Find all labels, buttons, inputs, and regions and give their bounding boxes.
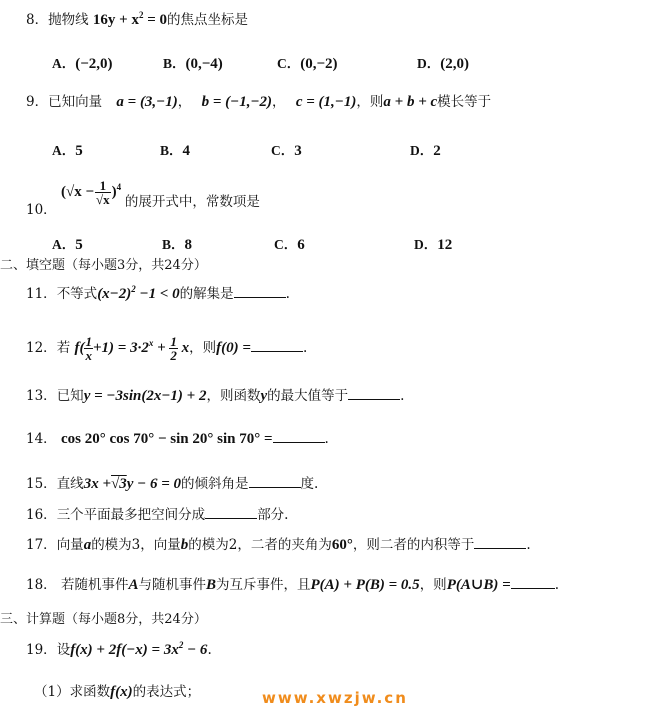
q13-y-var: y — [260, 388, 268, 404]
q8-option-c: C．(0,−2) — [277, 56, 338, 72]
q13-mid: ，则函数 — [206, 388, 261, 404]
q13-answer-blank[interactable] — [348, 387, 400, 400]
q8-stem: 抛物线 — [48, 12, 89, 28]
q17-part-4: ，则二者的内积等于 — [352, 537, 475, 553]
q19-equation: $f(x) + 2f(-x) = 3x^2 - 6$ — [70, 640, 208, 658]
q12-answer-blank[interactable] — [251, 339, 303, 352]
q10-frac-den: √x — [96, 192, 110, 208]
question-19-part-1 — [34, 683, 200, 701]
q9-vector-b: b = (−1,−2) — [201, 94, 273, 110]
q11-inequality: $(x-2)^2 -1 < 0$ — [97, 284, 180, 302]
q11-answer-blank[interactable] — [234, 285, 286, 298]
q19-end: . — [207, 642, 212, 658]
q9-stem: 已知向量 — [48, 94, 103, 110]
q16-text: 三个平面最多把空间分成 — [56, 507, 206, 523]
q11-stem: 不等式 — [56, 286, 98, 302]
q15-tail: 的倾斜角是 — [181, 476, 249, 492]
q19-1-tail: 的表达式； — [132, 684, 201, 700]
q13-stem: 已知 — [56, 388, 84, 404]
q19-1-label: （1）求函数 — [34, 684, 111, 700]
q19-1-expr: f(x) — [110, 684, 133, 700]
q17-end: . — [526, 537, 531, 553]
q8-option-a: A．(−2,0) — [52, 56, 113, 72]
q17-part-3: 的模为2，二者的夹角为 — [188, 537, 332, 553]
q17-answer-blank[interactable] — [474, 536, 526, 549]
question-8 — [26, 11, 248, 29]
q9-sum: a + b + c — [383, 94, 438, 110]
question-14 — [26, 430, 329, 448]
question-11 — [26, 285, 290, 303]
q10-expression: (√x − $\frac{1}{√x}$ )$^4$ — [60, 178, 122, 208]
section-2-title: 二、填空题（每小题3分，共24分） — [0, 258, 207, 273]
q13-number: 13． — [26, 388, 57, 404]
question-16 — [26, 506, 288, 524]
question-9 — [26, 93, 491, 111]
q17-part-2: 的模为3，向量 — [91, 537, 181, 553]
q17-vector-a: a — [83, 537, 92, 553]
question-12 — [26, 330, 307, 366]
q12-f0: f(0) = — [216, 340, 251, 356]
q18-union-probability: P(A∪B) = — [446, 577, 511, 593]
question-18 — [26, 576, 559, 594]
question-13 — [26, 387, 404, 405]
q9-sep-2: ， — [272, 94, 286, 110]
q18-part-1: 若随机事件 — [60, 577, 129, 593]
q15-line-equation: 3x +√3y − 6 = 0 — [83, 476, 182, 492]
q9-option-d: D．2 — [410, 143, 441, 159]
q9-option-c: C．3 — [271, 143, 302, 159]
q17-part-1: 向量 — [56, 537, 84, 553]
q16-tail: 部分. — [257, 507, 289, 523]
q9-vector-c: c = (1,−1) — [295, 94, 357, 110]
q8-tail: 的焦点坐标是 — [167, 12, 249, 28]
q10-number: 10． — [26, 202, 57, 218]
q18-part-3: 为互斥事件，且 — [216, 577, 311, 593]
q9-tail: 模长等于 — [437, 94, 492, 110]
q15-number: 15． — [26, 476, 57, 492]
q9-option-b: B．4 — [160, 143, 191, 159]
q14-number: 14． — [26, 431, 57, 447]
q13-function: y = −3sin(2x−1) + 2 — [83, 388, 207, 404]
q9-number: 9． — [26, 94, 49, 110]
q8-equation: $16y + x^2 = 0$ — [92, 10, 168, 28]
q18-probability-sum: P(A) + P(B) = 0.5 — [310, 577, 420, 593]
q19-number: 19． — [26, 642, 57, 658]
q10-option-a: A．5 — [52, 237, 83, 253]
q18-number: 18． — [26, 577, 57, 593]
q12-end: . — [302, 340, 308, 356]
q14-end: . — [324, 431, 329, 447]
q12-stem: 若 — [56, 340, 71, 356]
q12-then: ，则 — [189, 340, 217, 356]
q9-then: ，则 — [356, 94, 384, 110]
q15-stem: 直线 — [56, 476, 84, 492]
question-19 — [26, 641, 212, 659]
q18-end: . — [554, 577, 560, 593]
q8-number: 8． — [26, 12, 49, 28]
q12-number: 12． — [26, 340, 57, 356]
q9-vector-a: a = (3,−1) — [116, 94, 178, 110]
q17-number: 17． — [26, 537, 57, 553]
q18-answer-blank[interactable] — [511, 576, 555, 589]
q16-number: 16． — [26, 507, 57, 523]
question-17 — [26, 536, 531, 554]
q14-answer-blank[interactable] — [273, 430, 325, 443]
q8-option-d: D．(2,0) — [417, 56, 469, 72]
q11-number: 11． — [26, 286, 57, 302]
q17-vector-b: b — [180, 537, 189, 553]
q10-tail: 的展开式中，常数项是 — [124, 194, 260, 210]
q13-end: . — [400, 388, 405, 404]
q15-unit: 度. — [300, 476, 319, 492]
question-15 — [26, 475, 318, 493]
q13-tail: 的最大值等于 — [267, 388, 349, 404]
site-watermark: www.xwzjw.cn — [262, 689, 408, 707]
q10-option-c: C．6 — [274, 237, 305, 253]
q18-event-b: B — [206, 577, 217, 593]
q15-answer-blank[interactable] — [249, 475, 301, 488]
q18-event-a: A — [128, 577, 139, 593]
q10-option-d: D．12 — [414, 237, 453, 253]
q9-option-a: A．5 — [52, 143, 83, 159]
q14-expression: cos 20° cos 70° − sin 20° sin 70° = — [60, 431, 273, 447]
q12-functional-equation: f( $\frac{1}{x}$ $+1) = 3\cdot 2^x$ + $\frac{1}{2}$ x — [74, 334, 190, 364]
section-3-title: 三、计算题（每小题8分，共24分） — [0, 612, 207, 627]
q18-part-4: ，则 — [419, 577, 447, 593]
q9-sep-1: ， — [177, 94, 192, 110]
q19-stem: 设 — [56, 642, 71, 658]
q10-frac-num: 1 — [95, 179, 111, 193]
question-10 — [26, 178, 260, 224]
q10-option-b: B．8 — [162, 237, 193, 253]
q8-option-b: B．(0,−4) — [163, 56, 223, 72]
q16-answer-blank[interactable] — [205, 506, 257, 519]
q17-angle: 60° — [331, 537, 353, 553]
q11-tail: 的解集是 — [179, 286, 234, 302]
q11-end: . — [285, 286, 290, 302]
q18-part-2: 与随机事件 — [138, 577, 206, 593]
